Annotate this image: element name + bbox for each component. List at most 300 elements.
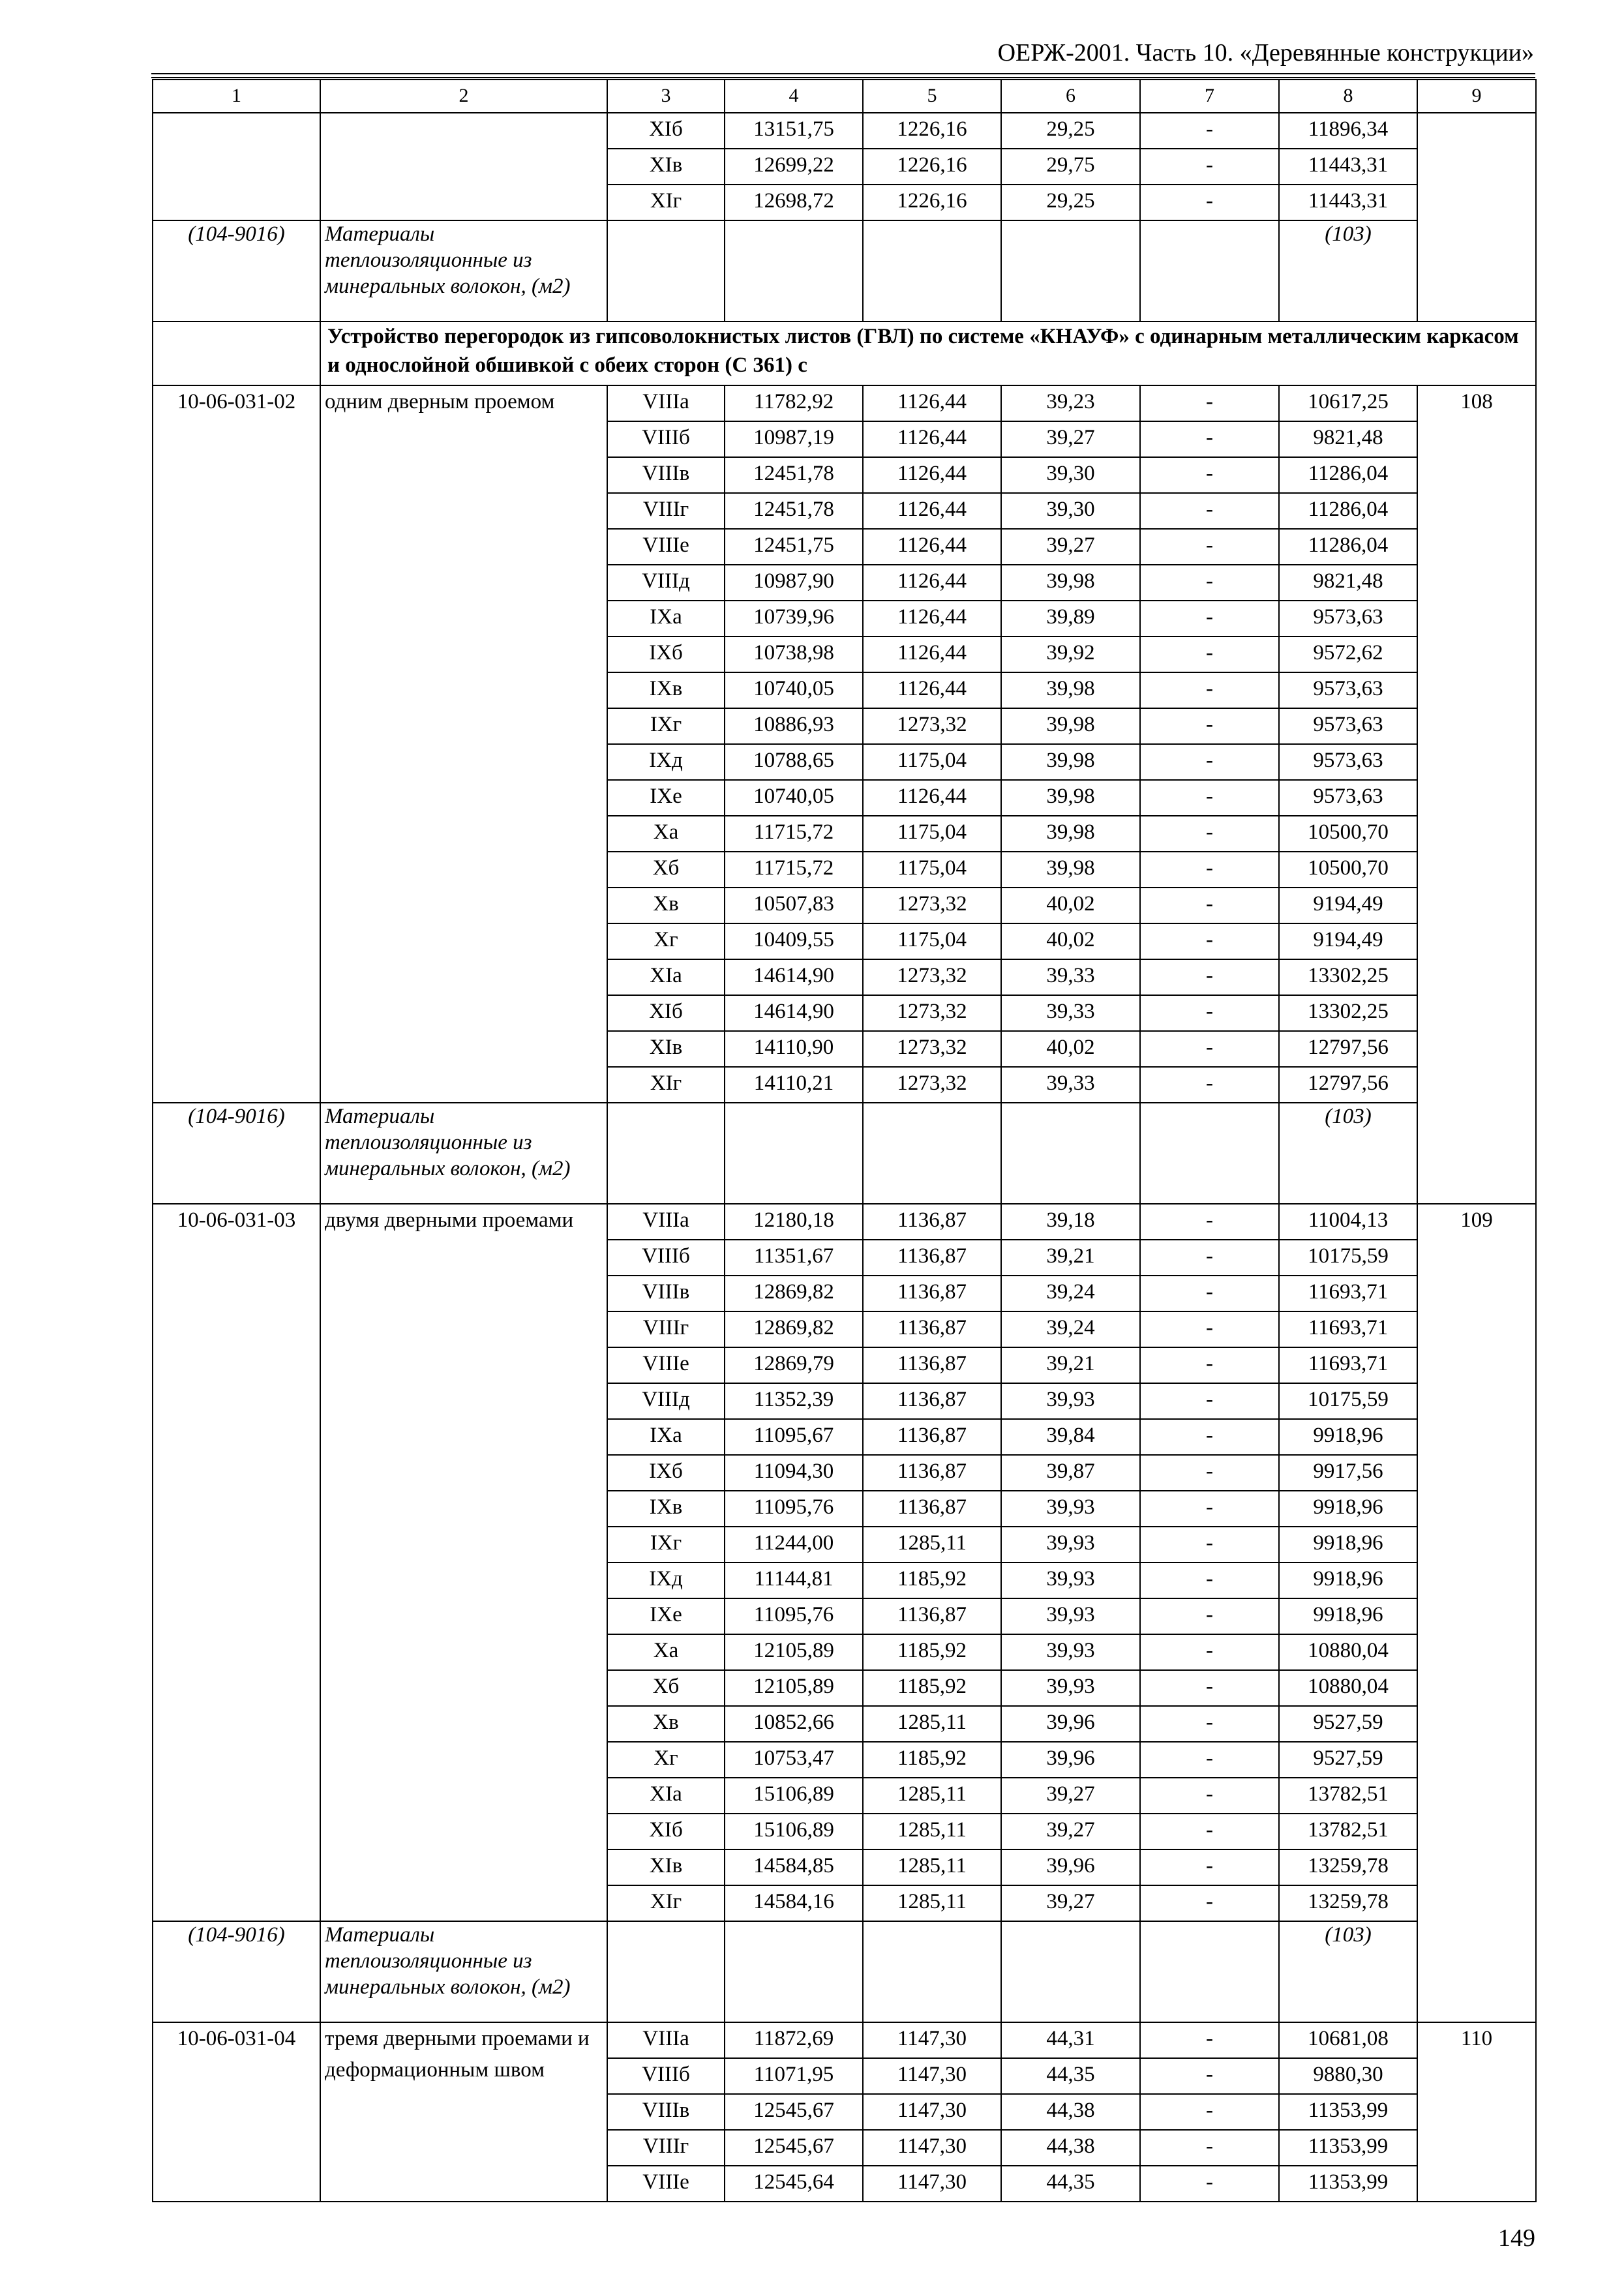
total-cost: 10788,65 <box>725 744 863 780</box>
machinist-wages: - <box>1140 1067 1279 1103</box>
machinist-wages: - <box>1140 1240 1279 1276</box>
total-cost: 10886,93 <box>725 708 863 744</box>
total-cost: 12698,72 <box>725 185 863 220</box>
column-number: 2 <box>320 80 607 113</box>
total-cost: 11095,76 <box>725 1598 863 1634</box>
region-zone: IXв <box>607 1491 725 1527</box>
materials-cost: 10617,25 <box>1279 385 1417 421</box>
empty-cell <box>863 1921 1001 2022</box>
total-cost: 14584,16 <box>725 1885 863 1921</box>
machinist-wages: - <box>1140 923 1279 959</box>
total-cost: 12869,82 <box>725 1276 863 1311</box>
machine-cost: 44,35 <box>1001 2166 1140 2202</box>
total-cost: 11144,81 <box>725 1563 863 1598</box>
machine-cost: 39,93 <box>1001 1598 1140 1634</box>
machinist-wages: - <box>1140 995 1279 1031</box>
wages: 1147,30 <box>863 2166 1001 2202</box>
total-cost: 11352,39 <box>725 1383 863 1419</box>
materials-cost: 10175,59 <box>1279 1383 1417 1419</box>
machine-cost: 39,93 <box>1001 1491 1140 1527</box>
total-cost: 10507,83 <box>725 888 863 923</box>
total-cost: 11782,92 <box>725 385 863 421</box>
total-cost: 12699,22 <box>725 149 863 185</box>
materials-cost: 9573,63 <box>1279 780 1417 816</box>
machinist-wages: - <box>1140 708 1279 744</box>
machine-cost: 39,92 <box>1001 636 1140 672</box>
wages: 1285,11 <box>863 1885 1001 1921</box>
empty-cell <box>1001 1921 1140 2022</box>
machinist-wages: - <box>1140 1706 1279 1742</box>
region-zone: VIIIв <box>607 1276 725 1311</box>
machinist-wages: - <box>1140 1742 1279 1778</box>
region-zone: VIIIа <box>607 1204 725 1240</box>
wages: 1126,44 <box>863 780 1001 816</box>
total-cost: 11071,95 <box>725 2058 863 2094</box>
empty-cell <box>1001 1103 1140 1204</box>
region-zone: XIв <box>607 149 725 185</box>
total-cost: 10409,55 <box>725 923 863 959</box>
machine-cost: 39,33 <box>1001 995 1140 1031</box>
machinist-wages: - <box>1140 2022 1279 2058</box>
region-zone: Xв <box>607 888 725 923</box>
reference-number: 108 <box>1417 385 1536 1204</box>
machinist-wages: - <box>1140 1885 1279 1921</box>
materials-cost: 11693,71 <box>1279 1276 1417 1311</box>
total-cost: 13151,75 <box>725 113 863 149</box>
machinist-wages: - <box>1140 529 1279 565</box>
column-number: 9 <box>1417 80 1536 113</box>
machinist-wages: - <box>1140 493 1279 529</box>
region-zone: Xв <box>607 1706 725 1742</box>
machine-cost: 39,27 <box>1001 1778 1140 1814</box>
wages: 1185,92 <box>863 1634 1001 1670</box>
total-cost: 11715,72 <box>725 852 863 888</box>
wages: 1136,87 <box>863 1491 1001 1527</box>
materials-cost: 9821,48 <box>1279 565 1417 601</box>
empty-cell <box>725 1921 863 2022</box>
total-cost: 11095,76 <box>725 1491 863 1527</box>
materials-cost: 11286,04 <box>1279 529 1417 565</box>
machine-cost: 39,98 <box>1001 744 1140 780</box>
materials-cost: 11693,71 <box>1279 1347 1417 1383</box>
machine-cost: 29,25 <box>1001 185 1140 220</box>
materials-cost: 13782,51 <box>1279 1814 1417 1849</box>
region-zone: VIIIв <box>607 457 725 493</box>
total-cost: 12180,18 <box>725 1204 863 1240</box>
machine-cost: 39,24 <box>1001 1311 1140 1347</box>
work-description: одним дверным проемом <box>320 385 607 1103</box>
materials-cost: 11443,31 <box>1279 149 1417 185</box>
total-cost: 12105,89 <box>725 1670 863 1706</box>
column-number-row <box>153 80 1536 113</box>
region-zone: VIIIб <box>607 2058 725 2094</box>
machine-cost: 39,23 <box>1001 385 1140 421</box>
machine-cost: 39,98 <box>1001 852 1140 888</box>
machine-cost: 40,02 <box>1001 1031 1140 1067</box>
total-cost: 15106,89 <box>725 1778 863 1814</box>
table-row <box>153 385 1536 421</box>
wages: 1273,32 <box>863 708 1001 744</box>
machinist-wages: - <box>1140 1383 1279 1419</box>
region-zone: IXб <box>607 1455 725 1491</box>
machine-cost: 39,33 <box>1001 1067 1140 1103</box>
region-zone: Xа <box>607 1634 725 1670</box>
wages: 1136,87 <box>863 1276 1001 1311</box>
region-zone: VIIIа <box>607 385 725 421</box>
materials-cost: 13302,25 <box>1279 959 1417 995</box>
wages: 1285,11 <box>863 1849 1001 1885</box>
total-cost: 12451,78 <box>725 457 863 493</box>
material-code: (104-9016) <box>153 220 320 322</box>
reference-number: 109 <box>1417 1204 1536 2022</box>
empty-cell <box>607 220 725 322</box>
machine-cost: 29,75 <box>1001 149 1140 185</box>
machinist-wages: - <box>1140 888 1279 923</box>
wages: 1126,44 <box>863 385 1001 421</box>
region-zone: IXб <box>607 636 725 672</box>
column-number: 8 <box>1279 80 1417 113</box>
machinist-wages: - <box>1140 1455 1279 1491</box>
document-header: ОЕРЖ-2001. Часть 10. «Деревянные конструкции» <box>997 39 1534 67</box>
rate-code: 10-06-031-03 <box>153 1204 320 1921</box>
materials-cost: 9918,96 <box>1279 1419 1417 1455</box>
wages: 1285,11 <box>863 1527 1001 1563</box>
materials-cost: 9918,96 <box>1279 1563 1417 1598</box>
machinist-wages: - <box>1140 1491 1279 1527</box>
region-zone: XIб <box>607 113 725 149</box>
total-cost: 12869,79 <box>725 1347 863 1383</box>
machine-cost: 39,93 <box>1001 1563 1140 1598</box>
region-zone: IXг <box>607 1527 725 1563</box>
machinist-wages: - <box>1140 2058 1279 2094</box>
machinist-wages: - <box>1140 744 1279 780</box>
empty-cell <box>1001 220 1140 322</box>
total-cost: 11715,72 <box>725 816 863 852</box>
empty-cell <box>607 1921 725 2022</box>
region-zone: XIг <box>607 185 725 220</box>
machinist-wages: - <box>1140 636 1279 672</box>
materials-cost: 9821,48 <box>1279 421 1417 457</box>
materials-cost: 9527,59 <box>1279 1742 1417 1778</box>
materials-cost: 9917,56 <box>1279 1455 1417 1491</box>
machine-cost: 39,21 <box>1001 1240 1140 1276</box>
machine-cost: 39,33 <box>1001 959 1140 995</box>
machinist-wages: - <box>1140 1634 1279 1670</box>
machinist-wages: - <box>1140 185 1279 220</box>
machinist-wages: - <box>1140 816 1279 852</box>
region-zone: VIIIг <box>607 493 725 529</box>
section-title: Устройство перегородок из гипсоволокнистых листов (ГВЛ) по системе «КНАУФ» с одинарным металлическим каркасом и однослойной обшивкой с обеих сторон (С 361) с <box>320 322 1536 385</box>
machinist-wages: - <box>1140 1670 1279 1706</box>
machinist-wages: - <box>1140 959 1279 995</box>
total-cost: 10740,05 <box>725 780 863 816</box>
total-cost: 14584,85 <box>725 1849 863 1885</box>
wages: 1126,44 <box>863 421 1001 457</box>
materials-cost: 9527,59 <box>1279 1706 1417 1742</box>
machine-cost: 39,93 <box>1001 1527 1140 1563</box>
region-zone: IXа <box>607 601 725 636</box>
machinist-wages: - <box>1140 1563 1279 1598</box>
machine-cost: 39,98 <box>1001 816 1140 852</box>
machine-cost: 39,96 <box>1001 1849 1140 1885</box>
materials-cost: 9918,96 <box>1279 1491 1417 1527</box>
machinist-wages: - <box>1140 1849 1279 1885</box>
page-number: 149 <box>1498 2224 1535 2252</box>
region-zone: Xг <box>607 1742 725 1778</box>
machine-cost: 39,93 <box>1001 1383 1140 1419</box>
column-number: 1 <box>153 80 320 113</box>
region-zone: XIг <box>607 1067 725 1103</box>
total-cost: 10753,47 <box>725 1742 863 1778</box>
region-zone: XIа <box>607 1778 725 1814</box>
machine-cost: 39,27 <box>1001 1814 1140 1849</box>
total-cost: 11351,67 <box>725 1240 863 1276</box>
region-zone: VIIIд <box>607 1383 725 1419</box>
machine-cost: 39,93 <box>1001 1634 1140 1670</box>
total-cost: 10740,05 <box>725 672 863 708</box>
region-zone: IXв <box>607 672 725 708</box>
empty-cell <box>1140 220 1279 322</box>
machinist-wages: - <box>1140 1204 1279 1240</box>
wages: 1175,04 <box>863 923 1001 959</box>
wages: 1147,30 <box>863 2094 1001 2130</box>
region-zone: VIIIе <box>607 2166 725 2202</box>
region-zone: VIIIд <box>607 565 725 601</box>
total-cost: 10987,90 <box>725 565 863 601</box>
reference-number: 110 <box>1417 2022 1536 2202</box>
machine-cost: 39,27 <box>1001 1885 1140 1921</box>
materials-cost: 10500,70 <box>1279 852 1417 888</box>
material-code: (104-9016) <box>153 1103 320 1204</box>
wages: 1147,30 <box>863 2022 1001 2058</box>
material-name: Материалы теплоизоляционные из минеральных волокон, (м2) <box>320 1921 607 2022</box>
wages: 1175,04 <box>863 852 1001 888</box>
total-cost: 11095,67 <box>725 1419 863 1455</box>
total-cost: 10852,66 <box>725 1706 863 1742</box>
wages: 1185,92 <box>863 1670 1001 1706</box>
region-zone: IXе <box>607 780 725 816</box>
column-number: 7 <box>1140 80 1279 113</box>
region-zone: XIа <box>607 959 725 995</box>
machine-cost: 39,18 <box>1001 1204 1140 1240</box>
machine-cost: 39,30 <box>1001 493 1140 529</box>
wages: 1136,87 <box>863 1311 1001 1347</box>
section-title-row <box>153 322 1536 385</box>
total-cost: 11094,30 <box>725 1455 863 1491</box>
total-cost: 15106,89 <box>725 1814 863 1849</box>
machine-cost: 44,38 <box>1001 2094 1140 2130</box>
machine-cost: 39,27 <box>1001 421 1140 457</box>
section-code-cell <box>153 322 320 385</box>
material-name: Материалы теплоизоляционные из минеральных волокон, (м2) <box>320 1103 607 1204</box>
machine-cost: 39,98 <box>1001 708 1140 744</box>
region-zone: XIв <box>607 1031 725 1067</box>
machine-cost: 39,27 <box>1001 529 1140 565</box>
machine-cost: 39,98 <box>1001 672 1140 708</box>
region-zone: IXд <box>607 744 725 780</box>
total-cost: 10987,19 <box>725 421 863 457</box>
materials-cost: 9573,63 <box>1279 672 1417 708</box>
total-cost: 12451,75 <box>725 529 863 565</box>
wages: 1136,87 <box>863 1419 1001 1455</box>
wages: 1285,11 <box>863 1814 1001 1849</box>
wages: 1175,04 <box>863 816 1001 852</box>
wages: 1147,30 <box>863 2130 1001 2166</box>
region-zone: Xа <box>607 816 725 852</box>
wages: 1126,44 <box>863 601 1001 636</box>
wages: 1285,11 <box>863 1706 1001 1742</box>
region-zone: IXе <box>607 1598 725 1634</box>
wages: 1126,44 <box>863 565 1001 601</box>
machine-cost: 39,30 <box>1001 457 1140 493</box>
machinist-wages: - <box>1140 457 1279 493</box>
machinist-wages: - <box>1140 1276 1279 1311</box>
table-row <box>153 113 1536 149</box>
wages: 1273,32 <box>863 959 1001 995</box>
machinist-wages: - <box>1140 1814 1279 1849</box>
wages: 1285,11 <box>863 1778 1001 1814</box>
wages: 1136,87 <box>863 1240 1001 1276</box>
machinist-wages: - <box>1140 113 1279 149</box>
empty-cell <box>863 1103 1001 1204</box>
machinist-wages: - <box>1140 1031 1279 1067</box>
wages: 1273,32 <box>863 1031 1001 1067</box>
region-zone: VIIIг <box>607 2130 725 2166</box>
wages: 1226,16 <box>863 185 1001 220</box>
total-cost: 12545,67 <box>725 2130 863 2166</box>
materials-cost: 9194,49 <box>1279 888 1417 923</box>
machinist-wages: - <box>1140 2130 1279 2166</box>
materials-cost: 13259,78 <box>1279 1849 1417 1885</box>
total-cost: 14110,21 <box>725 1067 863 1103</box>
materials-cost: 12797,56 <box>1279 1031 1417 1067</box>
machine-cost: 44,38 <box>1001 2130 1140 2166</box>
empty-cell <box>725 1103 863 1204</box>
column-number: 3 <box>607 80 725 113</box>
material-value: (103) <box>1279 220 1417 322</box>
work-description <box>320 113 607 220</box>
rate-code <box>153 113 320 220</box>
column-number: 4 <box>725 80 863 113</box>
machine-cost: 44,35 <box>1001 2058 1140 2094</box>
machine-cost: 39,96 <box>1001 1742 1140 1778</box>
materials-cost: 9573,63 <box>1279 708 1417 744</box>
machine-cost: 39,21 <box>1001 1347 1140 1383</box>
total-cost: 10739,96 <box>725 601 863 636</box>
wages: 1136,87 <box>863 1204 1001 1240</box>
materials-cost: 11443,31 <box>1279 185 1417 220</box>
column-number: 5 <box>863 80 1001 113</box>
materials-cost: 10175,59 <box>1279 1240 1417 1276</box>
machine-cost: 39,84 <box>1001 1419 1140 1455</box>
material-value: (103) <box>1279 1103 1417 1204</box>
materials-cost: 9573,63 <box>1279 744 1417 780</box>
total-cost: 12545,64 <box>725 2166 863 2202</box>
materials-cost: 13259,78 <box>1279 1885 1417 1921</box>
materials-cost: 11353,99 <box>1279 2094 1417 2130</box>
total-cost: 12545,67 <box>725 2094 863 2130</box>
machine-cost: 39,89 <box>1001 601 1140 636</box>
region-zone: IXд <box>607 1563 725 1598</box>
column-number: 6 <box>1001 80 1140 113</box>
materials-cost: 9194,49 <box>1279 923 1417 959</box>
table-row <box>153 2022 1536 2058</box>
region-zone: XIг <box>607 1885 725 1921</box>
wages: 1273,32 <box>863 995 1001 1031</box>
machine-cost: 39,98 <box>1001 780 1140 816</box>
wages: 1273,32 <box>863 888 1001 923</box>
wages: 1136,87 <box>863 1455 1001 1491</box>
region-zone: VIIIв <box>607 2094 725 2130</box>
region-zone: Xб <box>607 1670 725 1706</box>
region-zone: Xг <box>607 923 725 959</box>
total-cost: 14110,90 <box>725 1031 863 1067</box>
wages: 1126,44 <box>863 672 1001 708</box>
materials-cost: 12797,56 <box>1279 1067 1417 1103</box>
work-description: тремя дверными проемами и деформационным швом <box>320 2022 607 2202</box>
materials-cost: 11896,34 <box>1279 113 1417 149</box>
table-body <box>153 80 1536 2202</box>
region-zone: VIIIе <box>607 1347 725 1383</box>
empty-cell <box>1140 1921 1279 2022</box>
region-zone: XIб <box>607 995 725 1031</box>
rate-code: 10-06-031-04 <box>153 2022 320 2202</box>
header-rule <box>151 73 1535 74</box>
materials-cost: 9918,96 <box>1279 1598 1417 1634</box>
total-cost: 11872,69 <box>725 2022 863 2058</box>
header-rule-secondary <box>151 77 1535 78</box>
machine-cost: 39,87 <box>1001 1455 1140 1491</box>
region-zone: VIIIб <box>607 1240 725 1276</box>
machinist-wages: - <box>1140 1347 1279 1383</box>
machinist-wages: - <box>1140 1311 1279 1347</box>
wages: 1126,44 <box>863 636 1001 672</box>
machinist-wages: - <box>1140 421 1279 457</box>
wages: 1273,32 <box>863 1067 1001 1103</box>
region-zone: IXг <box>607 708 725 744</box>
machinist-wages: - <box>1140 565 1279 601</box>
machine-cost: 29,25 <box>1001 113 1140 149</box>
wages: 1226,16 <box>863 113 1001 149</box>
materials-cost: 10681,08 <box>1279 2022 1417 2058</box>
materials-cost: 11353,99 <box>1279 2166 1417 2202</box>
total-cost: 11244,00 <box>725 1527 863 1563</box>
material-row <box>153 1103 1536 1204</box>
machinist-wages: - <box>1140 780 1279 816</box>
wages: 1175,04 <box>863 744 1001 780</box>
materials-cost: 13302,25 <box>1279 995 1417 1031</box>
wages: 1147,30 <box>863 2058 1001 2094</box>
materials-cost: 10500,70 <box>1279 816 1417 852</box>
machinist-wages: - <box>1140 149 1279 185</box>
materials-cost: 10880,04 <box>1279 1670 1417 1706</box>
materials-cost: 9573,63 <box>1279 601 1417 636</box>
machine-cost: 40,02 <box>1001 888 1140 923</box>
region-zone: VIIIа <box>607 2022 725 2058</box>
materials-cost: 11004,13 <box>1279 1204 1417 1240</box>
wages: 1126,44 <box>863 457 1001 493</box>
machinist-wages: - <box>1140 672 1279 708</box>
price-table <box>152 79 1537 2202</box>
region-zone: VIIIе <box>607 529 725 565</box>
machinist-wages: - <box>1140 1598 1279 1634</box>
materials-cost: 9572,62 <box>1279 636 1417 672</box>
machinist-wages: - <box>1140 2166 1279 2202</box>
empty-cell <box>725 220 863 322</box>
machine-cost: 39,24 <box>1001 1276 1140 1311</box>
total-cost: 14614,90 <box>725 959 863 995</box>
region-zone: IXа <box>607 1419 725 1455</box>
